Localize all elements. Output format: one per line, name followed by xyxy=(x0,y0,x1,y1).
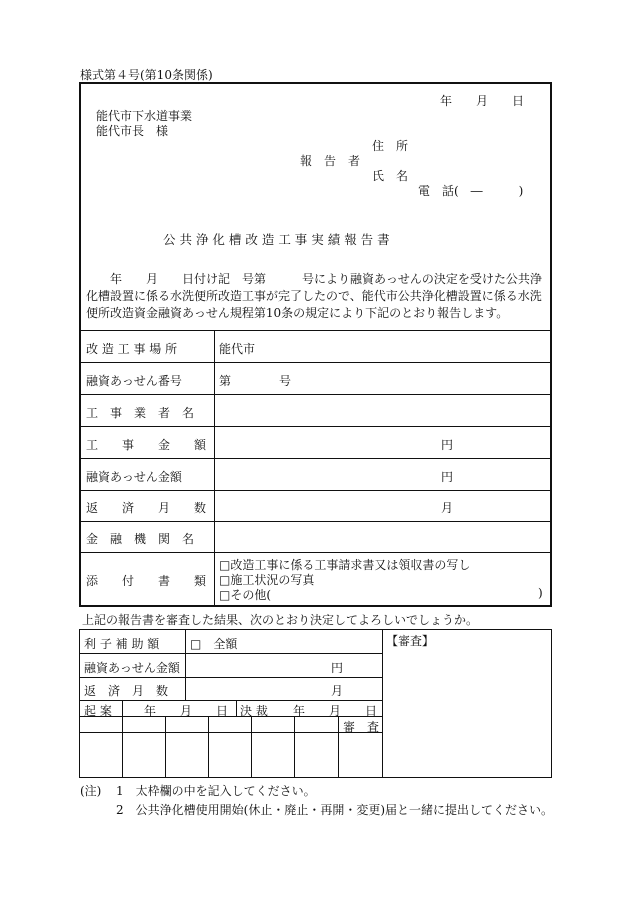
decision-label: 決 裁 xyxy=(240,704,268,718)
address-label: 住 所 xyxy=(372,139,409,153)
decision-date[interactable]: 年 月 日 xyxy=(293,704,378,718)
attachment-other-close: ) xyxy=(538,586,543,600)
draft-label: 起 案 xyxy=(84,704,112,718)
form-label: 様式第４号(第10条関係) xyxy=(80,68,213,82)
table-line xyxy=(80,426,551,427)
review-line xyxy=(79,777,552,778)
table-line xyxy=(80,521,551,522)
review-line xyxy=(79,677,382,678)
row-label-loan-amount: 融資あっせん金額 xyxy=(86,470,182,484)
review-repay-label: 返 済 月 数 xyxy=(84,684,169,698)
review-line xyxy=(79,629,552,630)
review-line xyxy=(122,700,123,777)
addressee-line1: 能代市下水道事業 xyxy=(96,109,193,123)
row-label-site: 改 造 工 事 場 所 xyxy=(86,342,178,356)
table-divider xyxy=(214,330,215,606)
row-value-loan-amount[interactable]: 円 xyxy=(441,470,454,484)
review-loan-label: 融資あっせん金額 xyxy=(84,661,180,675)
row-label-repay-months: 返 済 月 数 xyxy=(86,501,207,515)
draft-date[interactable]: 年 月 日 xyxy=(144,704,229,718)
inspection-label: 審 査 xyxy=(343,720,380,734)
review-line xyxy=(382,629,383,777)
row-value-cost[interactable]: 円 xyxy=(441,438,454,452)
table-line xyxy=(80,330,551,331)
stamp-column xyxy=(165,716,166,777)
table-line xyxy=(80,490,551,491)
review-line xyxy=(79,629,80,777)
row-label-cost: 工 事 金 額 xyxy=(86,438,207,452)
date-field[interactable]: 年 月 日 xyxy=(440,94,525,108)
stamp-column xyxy=(208,716,209,777)
row-label-number: 融資あっせん番号 xyxy=(86,374,182,388)
table-line xyxy=(80,552,551,553)
attachments-label: 添 付 書 類 xyxy=(86,574,207,588)
stamp-column xyxy=(294,716,295,777)
table-line xyxy=(80,394,551,395)
attachment-other-checkbox[interactable]: □その他( xyxy=(219,588,272,602)
reporter-label: 報 告 者 xyxy=(300,154,361,168)
table-line xyxy=(80,458,551,459)
body-text: 年 月 日付け記 号第 号により融資あっせんの決定を受けた公共浄化槽設置に係る水洗便所改造工事が完了したので、能代市公共浄化槽設置に係る水洗便所改造資金融資あっせん規程第10条の規定により下記のとおり報告します。 xyxy=(86,272,542,320)
note-2: 2 公共浄化槽使用開始(休止・廃止・再開・変更)届と一緒に提出してください。 xyxy=(116,803,554,817)
phone-label: 電 話( ― ) xyxy=(418,184,524,198)
row-label-bank: 金 融 機 関 名 xyxy=(86,532,195,546)
name-label: 氏 名 xyxy=(372,169,409,183)
stamp-column xyxy=(251,716,252,777)
addressee-line2: 能代市長 様 xyxy=(96,124,169,138)
review-loan-unit[interactable]: 円 xyxy=(331,661,344,675)
document-title: 公 共 浄 化 槽 改 造 工 事 実 績 報 告 書 xyxy=(163,232,390,247)
row-label-contractor: 工 事 業 者 名 xyxy=(86,406,195,420)
notes-prefix: (注) xyxy=(80,784,102,798)
review-box-label: 【審査】 xyxy=(386,634,435,648)
review-line xyxy=(185,629,186,700)
review-line xyxy=(79,732,382,733)
attachment-photo-checkbox[interactable]: □施工状況の写真 xyxy=(219,573,315,587)
review-intro: 上記の報告書を審査した結果、次のとおり決定してよろしいでしょうか。 xyxy=(82,613,479,627)
table-line xyxy=(80,362,551,363)
row-value-number[interactable]: 第 号 xyxy=(219,374,292,388)
attachment-invoice-checkbox[interactable]: □改造工事に係る工事請求書又は領収書の写し xyxy=(219,558,471,572)
review-line xyxy=(551,629,552,777)
note-1: 1 太枠欄の中を記入してください。 xyxy=(116,784,316,798)
row-value-repay-months[interactable]: 月 xyxy=(441,501,454,515)
subsidy-label: 利 子 補 助 額 xyxy=(84,637,160,651)
stamp-column xyxy=(338,716,339,777)
review-line xyxy=(236,700,237,716)
row-value-site[interactable]: 能代市 xyxy=(219,342,256,356)
review-line xyxy=(79,700,382,701)
review-repay-unit[interactable]: 月 xyxy=(331,684,344,698)
subsidy-checkbox[interactable]: □ 全額 xyxy=(190,637,238,651)
review-line xyxy=(79,653,382,654)
